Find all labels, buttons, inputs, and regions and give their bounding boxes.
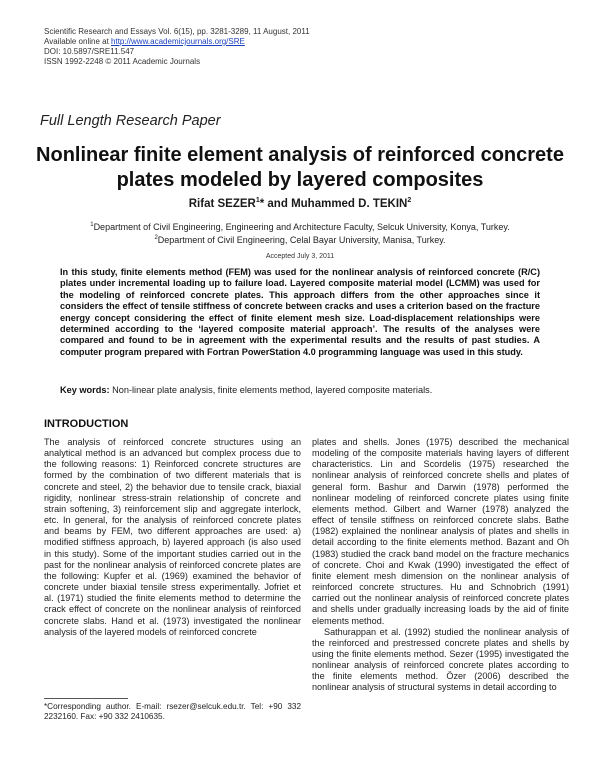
body-column-left	[44, 437, 301, 638]
affiliation-1-text: Department of Civil Engineering, Engineering and Architecture Faculty, Selcuk University, Konya, Turkey.	[93, 222, 510, 232]
journal-citation: Scientific Research and Essays Vol. 6(15), pp. 3281-3289, 11 August, 2011	[44, 27, 310, 36]
availability-line	[44, 37, 310, 47]
paragraph: plates and shells. Jones (1975) described the mechanical modeling of the composite materials having layers of different characteristics. Lin and Scordelis (1975) researched the nonlinear analysis of reinforced concrete shells and plates of general form. Bashur and Darwin (1978) performed the nonlinear modeling of reinforced concrete plates using finite elements method. Gilbert and Warner (1978) analyzed the effect of tensile stiffness on reinforced concrete slabs. Bathe (1982) explained the nonlinear analysis of plates and shells in detail according to the finite elements method. Bazant and Oh (1983) studied the crack band model on the fracture mechanics of concrete. Choi and Kwak (1990) investigated the effect of finite element mesh dimension on the nonlinear analysis of reinforced concrete structures. Hu and Schnobrich (1991) carried out the nonlinear analysis of reinforced concrete plates and shells under gradually increasing loads by the aid of finite elements method.	[312, 437, 569, 626]
affiliation-1-marker: 1	[90, 222, 94, 228]
keywords	[60, 385, 540, 395]
abstract: In this study, finite elements method (FEM) was used for the nonlinear analysis of reinforced concrete (R/C) plates under incremental loading up to failure load. Layered composite material model (LCMM) was used for the modeling of reinforced concrete plates. This approach differs from the other approaches since it considers the effect of tensile stiffness of concrete between cracks and uses a criterion based on the fracture energy concept considering the effect of finite element mesh size. Load-displacement relationships were determined according to the ‘layered composite material approach’. The results of the analyses were compared and found to be in agreement with the experimental results and the results of past studies. A computer program prepared with Fortran PowerStation 4.0 programming language was used in this study.	[60, 267, 540, 357]
author-2: Muhammed D. TEKIN	[291, 197, 408, 210]
affiliation-1	[20, 220, 580, 233]
corresponding-author-footnote: *Corresponding author. E-mail: rsezer@selcuk.edu.tr. Tel: +90 332 2232160. Fax: +90 332 2410635.	[44, 702, 301, 722]
affiliation-2-text: Department of Civil Engineering, Celal Bayar University, Manisa, Turkey.	[157, 235, 446, 245]
body-column-right	[312, 437, 569, 694]
keywords-text: Non-linear plate analysis, finite elements method, layered composite materials.	[109, 385, 433, 395]
accepted-date: Accepted July 3, 2011	[265, 253, 335, 260]
paragraph: The analysis of reinforced concrete structures using an analytical method is an advanced but complex process due to the following reasons: 1) Reinforced concrete structures are formed by the combination of two different materials that is concrete and steel, 2) the behavior due to tensile crack, biaxial rigidity, nonlinear stress-strain relationship of concrete and strain softening, 3) reinforcement slip and aggregate interlock, etc. In general, for the analysis of reinforced concrete plates and beams by FEM, two different approaches are used: a) modified stiffness approach, b) layered approach (is also used in this study). Some of the important studies carried out in the past for the nonlinear analysis of reinforced concrete plates are the following: Kupfer et al. (1969) examined the behavior of concrete under biaxial tensile stress experimentally. Jofriet et al. (1971) studied the finite elements method to determine the crack effect of concrete on the nonlinear analysis of reinforced concrete slabs. Hand et al. (1973) investigated the nonlinear analysis of the layered models of reinforced concrete	[44, 437, 301, 637]
paragraph: Sathurappan et al. (1992) studied the nonlinear analysis of the reinforced and prestressed concrete plates and shells by using the finite elements method. Sezer (1995) investigated the nonlinear analysis of reinforced concrete plates according to the finite elements method. Özer (2006) described the nonlinear analysis of structural systems in detail according to	[312, 626, 569, 693]
footnote-divider	[44, 698, 128, 699]
author-1-affil-marker: 1	[255, 197, 260, 204]
availability-prefix: Available online at	[44, 37, 112, 46]
author-line	[20, 197, 580, 210]
doi-line: DOI: 10.5897/SRE11.547	[44, 47, 135, 56]
affiliation-2-marker: 2	[154, 235, 158, 241]
paper-title: Nonlinear finite element analysis of reinforced concrete plates modeled by layered composites	[36, 144, 564, 191]
keywords-label: Key words:	[60, 385, 110, 395]
journal-header	[44, 27, 310, 67]
paper-type-label: Full Length Research Paper	[40, 113, 221, 129]
affiliations	[20, 220, 580, 246]
author-2-affil-marker: 2	[407, 197, 412, 204]
affiliation-2	[20, 233, 580, 246]
author-conjunction: and	[264, 197, 292, 210]
corresponding-marker: *	[259, 197, 265, 210]
author-1: Rifat SEZER	[188, 197, 256, 210]
section-heading-introduction: INTRODUCTION	[44, 418, 129, 430]
issn-line: ISSN 1992-2248 © 2011 Academic Journals	[44, 57, 201, 66]
journal-url-link[interactable]: http://www.academicjournals.org/SRE	[111, 37, 245, 46]
